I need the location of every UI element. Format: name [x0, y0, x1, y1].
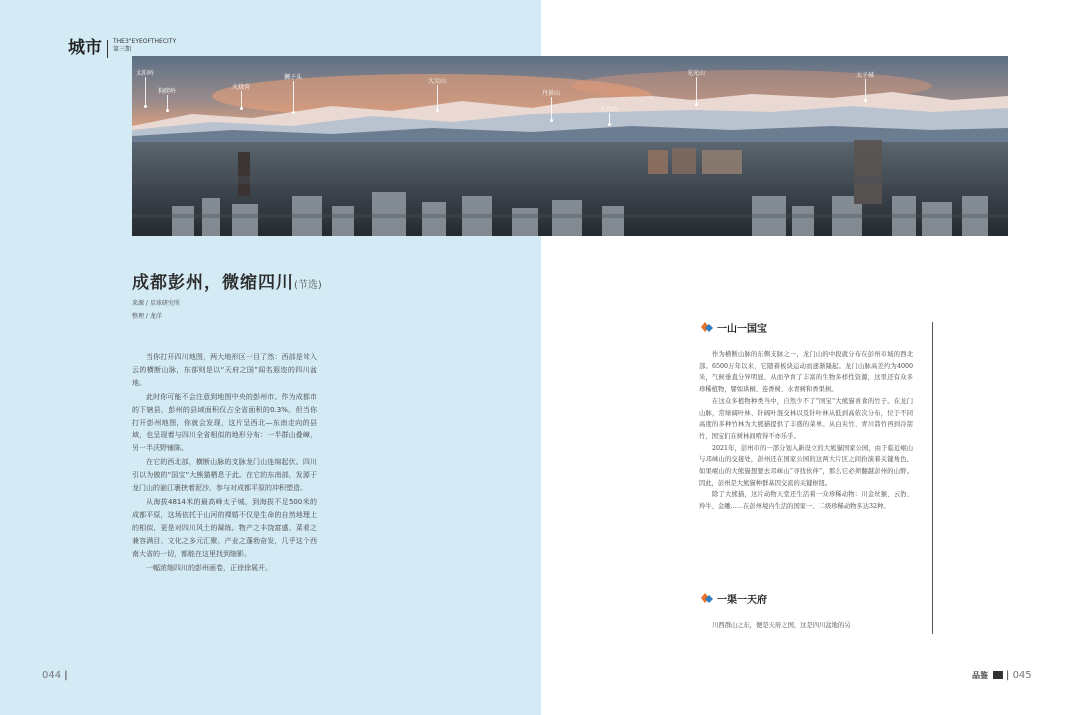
- article-body-left: [132, 351, 317, 575]
- body-paragraph: 除了大熊猫，这片动物天堂还生活着一众珍稀动物：川金丝猴、云豹、羚牛、金雕……在彭州境内生活的国家一、二级珍稀动物多达32种。: [699, 491, 913, 511]
- peak-label: 火烧营: [232, 82, 250, 91]
- body-paragraph: 作为横断山脉的东侧支脉之一，龙门山的中段就分布在彭州市域的西北部。6500万年以来，它随着板块运动而逐渐隆起。龙门山脉高差约为4000米，气候垂直分异明显，从而孕育了丰富的生物多样性资源，这里还有众多珍稀植物，譬如珙桐、连香树、水青树和香果树。: [699, 351, 913, 394]
- body-paragraph: 当你打开四川地图，两大地形区一目了然：西部是耸入云的横断山脉，东部则是以“天府之国”闻名遐迩的四川盆地。: [132, 353, 317, 387]
- body-paragraph: 在这众多植物种类当中，自然少不了“国宝”大熊猫喜食的竹子。在龙门山脉，常绿阔叶林、针阔叶混交林以及针叶林从低到高依次分布，位于不同高度的多种竹林为大熊猫提供了丰盛的菜单。从白夹竹、青川箭竹再到冷箭竹，国宝们在树林间啃得不亦乐乎。: [699, 397, 913, 440]
- article-title-note: (节选): [294, 280, 322, 291]
- page-number-left: 044 |: [42, 670, 68, 681]
- body-paragraph: 2021年，彭州市的一部分划入新设立的大熊猫国家公园，由于临近岷山与邛崃山的交接处，彭州还在国家公园的这两大片区之间扮演着关键角色，如果岷山的大熊猫想要去邛崃山“寻找伙伴”，那么它必须翻越彭州的山野。因此，彭州是大熊猫种群基因交流的关键枢纽。: [699, 444, 913, 487]
- column-rule: [932, 322, 933, 634]
- brand-mark-icon: [993, 671, 1003, 679]
- page-number-right: | 045: [1006, 670, 1032, 681]
- peak-label: 丹景山: [542, 88, 560, 97]
- peak-label: 大尖山: [428, 76, 446, 85]
- panorama-photo: [132, 56, 1008, 236]
- section-body: [699, 349, 913, 513]
- header-divider: [107, 40, 108, 58]
- peak-label: 太阳岭: [136, 68, 154, 77]
- header-subtitle: [113, 38, 176, 54]
- body-paragraph: 从海拔4814米的最高峰太子城，到海拔不足500米的成都平原，这场依托于山河的裸婚不仅是生命的自然地理上的相似，更是对四川风土的凝练。物产之丰饶富盛、菜肴之兼容满目、文化之多元汇聚、产业之蓬勃奋发，几乎这个西南大省的一切，都能在这里找到缩影。: [132, 497, 317, 558]
- peak-label: 光光山: [687, 68, 705, 77]
- section-label: 城市: [68, 38, 102, 58]
- section-heading: 一山一国宝: [701, 320, 767, 335]
- article-title-text: 成都彭州，微缩四川: [132, 273, 294, 293]
- running-header: [68, 38, 176, 58]
- body-paragraph: 在它的西北部，横断山脉的支脉龙门山连绵起伏。四川引以为傲的“国宝”大熊猫栖息于此。在它的东南部，发源于龙门山的湔江裹挟着泥沙，参与对成都平原的冲积塑造。: [132, 458, 317, 493]
- body-paragraph: 川西群山之东，便是天府之国，这是四川盆地的另: [712, 622, 851, 629]
- header-issue: 第三期: [113, 46, 132, 53]
- body-paragraph: 此时你可能不会注意到地图中央的彭州市。作为成都市的下辖县，彭州的县域面积仅占全省面积的0.3%。但当你打开彭州地图，你就会发现，这片呈西北—东南走向的县域，也呈现着与四川全省相似的地形分布：一半群山叠嶂，另一半沃野铺陈。: [132, 392, 317, 453]
- article-editor: 整理 / 龙洋: [132, 313, 162, 320]
- article-title: [132, 268, 322, 293]
- section-bullet-icon: [701, 593, 713, 604]
- section-body: [699, 620, 913, 632]
- brand-logo: 品鉴: [972, 671, 988, 680]
- section-heading: 一渠一天府: [701, 591, 767, 606]
- body-paragraph: 一幅浓缩四川的彭州画卷，正徐徐展开。: [146, 563, 272, 572]
- header-tagline: THE3"EYEOFTHECITY: [113, 38, 177, 45]
- peak-label: 太子城: [856, 70, 874, 79]
- peak-label: 狗爬岭: [158, 86, 176, 95]
- article-source: 来源 / 星球研究所: [132, 300, 180, 307]
- peak-label: 狮子头: [284, 72, 302, 81]
- panorama-illustration: [132, 56, 1008, 236]
- peak-label: 天台山: [600, 104, 618, 113]
- section-bullet-icon: [701, 322, 713, 333]
